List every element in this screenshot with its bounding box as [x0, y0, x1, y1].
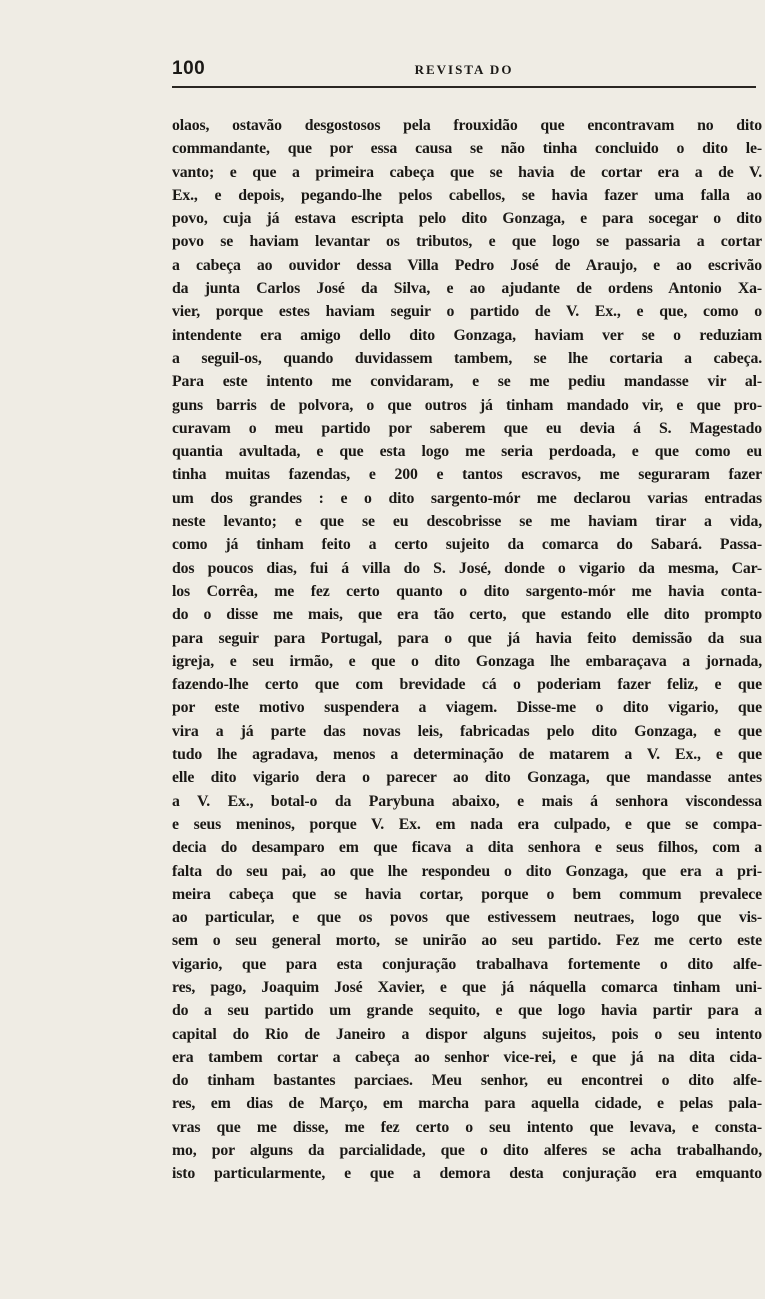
- text-line: neste levanto; e que se eu descobrisse se me haviam tirar a vida,: [172, 513, 762, 531]
- text-line: da junta Carlos José da Silva, e ao ajudante de ordens Antonio Xa-: [172, 280, 762, 298]
- text-line: vier, porque estes haviam seguir o partido de V. Ex., e que, como o: [172, 303, 762, 321]
- text-line: a V. Ex., botal-o da Parybuna abaixo, e mais á senhora viscondessa: [172, 792, 762, 810]
- text-line: commandante, que por essa causa se não tinha concluido o dito le-: [172, 140, 762, 158]
- text-line: fazendo-lhe certo que com brevidade cá o poderiam fazer feliz, e que: [172, 676, 762, 694]
- text-line: guns barris de polvora, o que outros já tinham mandado vir, e que pro-: [172, 396, 762, 414]
- text-line: meira cabeça que se havia cortar, porque o bem commum prevalece: [172, 885, 762, 903]
- page-number: 100: [172, 58, 206, 79]
- text-line: elle dito vigario dera o parecer ao dito Gonzaga, que mandasse antes: [172, 769, 762, 787]
- text-line: capital do Rio de Janeiro a dispor alguns sujeitos, pois o seu intento: [172, 1025, 762, 1043]
- text-line: povo se haviam levantar os tributos, e que logo se passaria a cortar: [172, 233, 762, 251]
- text-line: vanto; e que a primeira cabeça que se havia de cortar era a de V.: [172, 163, 762, 181]
- text-line: res, em dias de Março, em marcha para aquella cidade, e pelas pala-: [172, 1095, 762, 1113]
- text-line: vigario, que para esta conjuração trabalhava fortemente o dito alfe-: [172, 955, 762, 973]
- text-line: igreja, e seu irmão, e que o dito Gonzaga lhe embaraçava a jornada,: [172, 652, 762, 670]
- text-line: decia do desamparo em que ficava a dita senhora e seus filhos, com a: [172, 839, 762, 857]
- text-line: por este motivo suspendera a viagem. Disse-me o dito vigario, que: [172, 699, 762, 717]
- text-line: do tinham bastantes parciaes. Meu senhor, eu encontrei o dito alfe-: [172, 1072, 762, 1090]
- text-line: curavam o meu partido por saberem que eu devia á S. Magestado: [172, 419, 762, 437]
- text-line: intendente era amigo dello dito Gonzaga, haviam ver se o reduziam: [172, 326, 762, 344]
- text-line: vira a já parte das novas leis, fabricadas pelo dito Gonzaga, e que: [172, 722, 762, 740]
- text-line: sem o seu general morto, se unirão ao seu partido. Fez me certo este: [172, 932, 762, 950]
- text-line: um dos grandes : e o dito sargento-mór me declarou varias entradas: [172, 489, 762, 507]
- header-rule: [172, 86, 756, 88]
- text-line: tinha muitas fazendas, e 200 e tantos escravos, me seguraram fazer: [172, 466, 762, 484]
- text-line: Ex., e depois, pegando-lhe pelos cabellos, se havia fazer uma falla ao: [172, 186, 762, 204]
- running-title: REVISTA DO: [414, 62, 514, 77]
- text-line: a cabeça ao ouvidor dessa Villa Pedro José de Araujo, e ao escrivão: [172, 256, 762, 274]
- text-line: ao particular, e que os povos que estivessem neutraes, logo que vis-: [172, 909, 762, 927]
- text-line: res, pago, Joaquim José Xavier, e que já náquella comarca tinham uni-: [172, 978, 762, 996]
- text-line: do a seu partido um grande sequito, e que logo havia partir para a: [172, 1002, 762, 1020]
- body-text: [172, 114, 762, 1186]
- text-line: a seguil-os, quando duvidassem tambem, se lhe cortaria a cabeça.: [172, 349, 762, 367]
- text-line: los Corrêa, me fez certo quanto o dito sargento-mór me havia conta-: [172, 582, 762, 600]
- text-line: para seguir para Portugal, para o que já havia feito demissão da sua: [172, 629, 762, 647]
- text-line: e seus meninos, porque V. Ex. em nada era culpado, e que se compa-: [172, 815, 762, 833]
- text-line: isto particularmente, e que a demora desta conjuração era emquanto: [172, 1165, 762, 1183]
- text-line: falta do seu pai, ao que lhe respondeu o dito Gonzaga, que era a pri-: [172, 862, 762, 880]
- text-line: dos poucos dias, fui á villa do S. José, donde o vigario da mesma, Car-: [172, 559, 762, 577]
- text-line: quantia avultada, e que esta logo me seria perdoada, e que como eu: [172, 443, 762, 461]
- text-line: olaos, ostavão desgostosos pela frouxidão que encontravam no dito: [172, 117, 762, 134]
- text-line: vras que me disse, me fez certo o seu intento que levava, e consta-: [172, 1118, 762, 1136]
- text-line: como já tinham feito a certo sujeito da comarca do Sabará. Passa-: [172, 536, 762, 554]
- text-line: povo, cuja já estava escripta pelo dito Gonzaga, e para socegar o dito: [172, 210, 762, 228]
- page-header: [172, 58, 756, 84]
- text-line: era tambem cortar a cabeça ao senhor vice-rei, e que já na dita cida-: [172, 1048, 762, 1066]
- text-line: Para este intento me convidaram, e se me pediu mandasse vir al-: [172, 373, 762, 391]
- text-line: do o disse me mais, que era tão certo, que estando elle dito prompto: [172, 606, 762, 624]
- text-line: mo, por alguns da parcialidade, que o dito alferes se acha trabalhando,: [172, 1142, 762, 1160]
- text-line: tudo lhe agradava, menos a determinação de matarem a V. Ex., e que: [172, 746, 762, 764]
